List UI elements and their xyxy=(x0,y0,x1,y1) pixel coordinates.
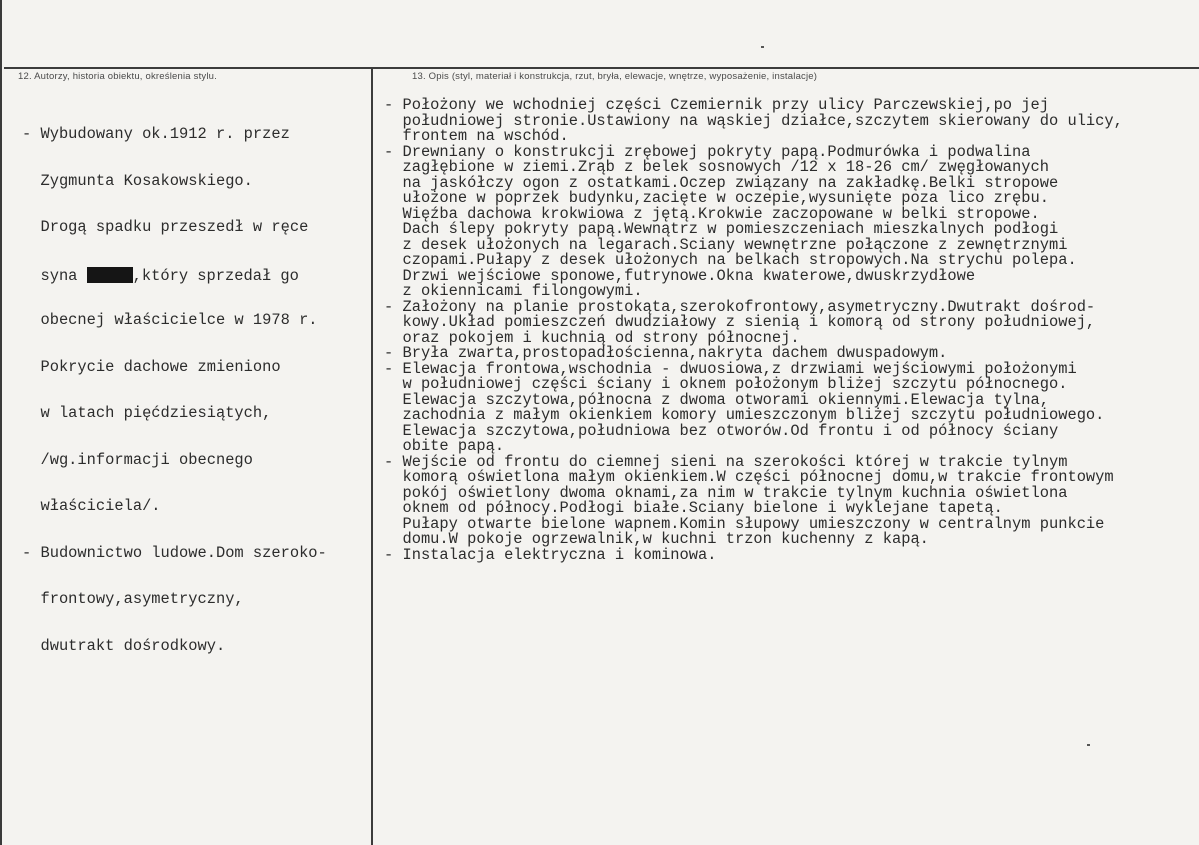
text-line: Dach ślepy pokryty papą.Wewnątrz w pomieszczeniach mieszkalnych podłogi xyxy=(384,220,1059,238)
text-line: - Wejście od frontu do ciemnej sieni na szerokości której w trakcie tylnym xyxy=(384,452,1068,471)
text-line: Więźba dachowa krokwiowa z jętą.Krokwie zaczopowane w belki stropowe. xyxy=(384,204,1040,223)
text-line: obite papą. xyxy=(384,437,505,455)
section-13-heading: 13. Opis (styl, materiał i konstrukcja, rzut, bryła, elewacje, wnętrze, wyposażenie, instalacje) xyxy=(412,71,818,82)
text-line: obecnej właścicielce w 1978 r. xyxy=(22,311,318,329)
text-line: - Bryła zwarta,prostopadłościenna,nakryta dachem dwuspadowym. xyxy=(384,344,948,362)
paper-speck xyxy=(761,46,764,48)
paper-speck xyxy=(1087,744,1090,746)
text-line: z okiennicami filongowymi. xyxy=(384,282,643,300)
text-line: właściciela/. xyxy=(22,497,161,515)
text-line: dwutrakt dośrodkowy. xyxy=(22,636,226,655)
text-fragment: ,który sprzedał go xyxy=(132,266,299,285)
text-line: komorą oświetlona małym okienkiem.W części północnej domu,w trakcie frontowym xyxy=(384,468,1114,486)
text-line: - Drewniany o konstrukcji zrębowej pokryty papą.Podmurówka i podwalina xyxy=(384,142,1031,161)
text-line: oraz pokojem i kuchnią od strony północnej. xyxy=(384,328,800,347)
text-line: Drogą spadku przeszedł w ręce xyxy=(22,218,309,236)
text-line: Elewacja szczytowa,północna z dwoma otworami okiennymi.Elewacja tylna, xyxy=(384,390,1049,409)
text-line: - Instalacja elektryczna i kominowa. xyxy=(384,545,717,564)
text-line: Pokrycie dachowe zmieniono xyxy=(22,357,281,376)
header-divider xyxy=(4,67,1199,69)
text-line: - Założony na planie prostokąta,szerokofrontowy,asymetryczny.Dwutrakt dośrod- xyxy=(384,297,1096,316)
text-line: oknem od północy.Podłogi białe.Sciany bielone i wyklejane tapetą. xyxy=(384,499,1003,517)
text-line: Zygmunta Kosakowskiego. xyxy=(22,171,253,190)
text-line: - Budownictwo ludowe.Dom szeroko- xyxy=(22,543,327,562)
text-line: - Elewacja frontowa,wschodnia - dwuosiowa,z drzwiami wejściowymi położonymi xyxy=(384,359,1077,378)
text-line: frontem na wschód. xyxy=(384,127,569,145)
text-line: pokój oświetlony dwoma oknami,za nim w trakcie tylnym kuchnia oświetlona xyxy=(384,483,1068,502)
text-line: - Położony we wchodniej części Czemiernik przy ulicy Parczewskiej,po jej xyxy=(384,96,1049,114)
text-line: /wg.informacji obecnego xyxy=(22,450,253,469)
text-line: Drzwi wejściowe sponowe,futrynowe.Okna kwaterowe,dwuskrzydłowe xyxy=(384,266,976,285)
text-line: ułożone w poprzek budynku,zacięte w oczepie,wysunięte poza lico zrębu. xyxy=(384,189,1049,207)
text-line: zachodnia z małym okienkiem komory umieszczonym bliżej szczytu południowego. xyxy=(384,406,1105,424)
text-line: frontowy,asymetryczny, xyxy=(22,590,244,608)
text-line: domu.W pokoje ogrzewalnik,w kuchni trzon kuchenny z kapą. xyxy=(384,530,929,548)
text-line: południowej stronie.Ustawiony na wąskiej działce,szczytem skierowany do ulicy, xyxy=(384,111,1123,130)
redaction-block xyxy=(87,267,133,283)
text-line: z desek ułożonych na legarach.Sciany wewnętrzne połączone z zewnętrznymi xyxy=(384,235,1068,254)
authors-history-text xyxy=(22,96,327,685)
text-fragment: syna xyxy=(22,266,87,285)
text-line: w latach pięćdziesiątych, xyxy=(22,404,272,422)
text-line: czopami.Pułapy z desek ułożonych na belkach stropowych.Na strychu polepa. xyxy=(384,251,1077,269)
section-12-heading: 12. Autorzy, historia obiektu, określenia stylu. xyxy=(18,71,217,82)
text-line: zagłębione w ziemi.Zrąb z belek sosnowych /12 x 18-26 cm/ zwęgłowanych xyxy=(384,158,1049,176)
column-divider xyxy=(371,67,373,845)
text-line: kowy.Układ pomieszczeń dwudziałowy z sienią i komorą od strony południowej, xyxy=(384,313,1096,331)
text-line-with-redaction xyxy=(22,267,327,283)
text-line: w południowej części ściany i oknem położonym bliżej szczytu północnego. xyxy=(384,375,1068,393)
text-line: Elewacja szczytowa,południowa bez otworów.Od frontu i od północy ściany xyxy=(384,421,1059,440)
text-line: Pułapy otwarte bielone wapnem.Komin słupowy umieszczony w centralnym punkcie xyxy=(384,514,1105,533)
text-line: na jaskółczy ogon z ostatkami.Oczep związany na zakładkę.Belki stropowe xyxy=(384,173,1059,192)
text-line: - Wybudowany ok.1912 r. przez xyxy=(22,125,290,143)
description-text xyxy=(384,98,1123,563)
